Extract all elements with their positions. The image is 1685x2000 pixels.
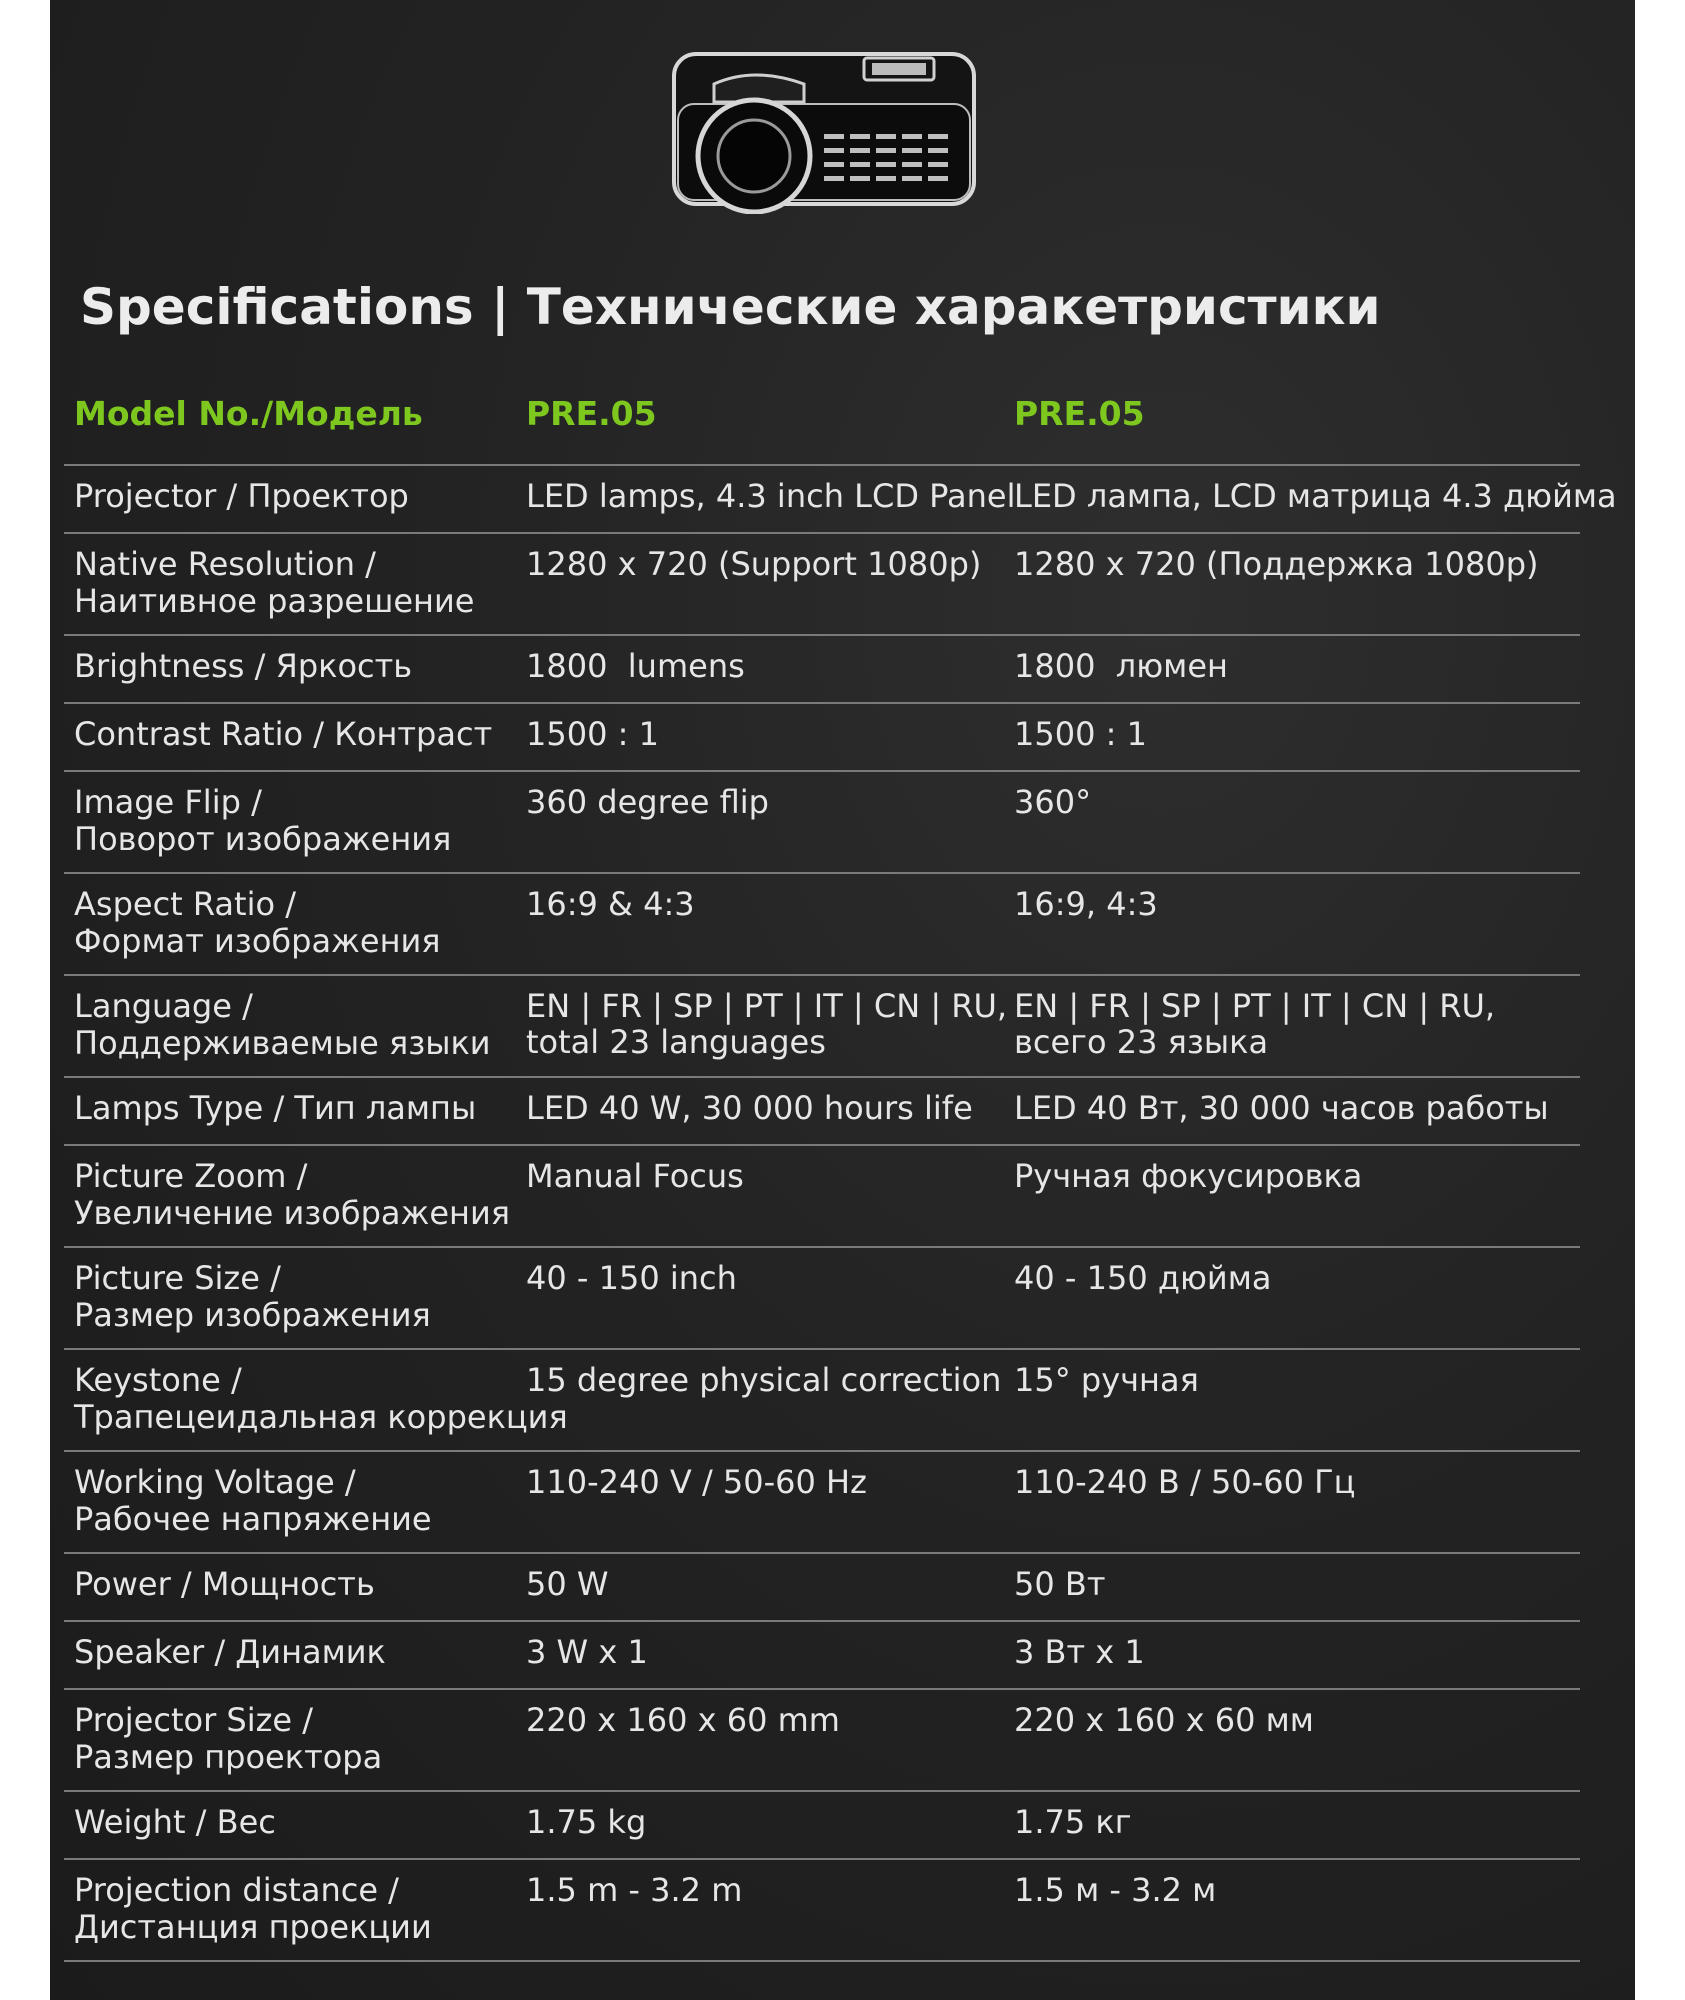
spec-value-en: 1800 lumens [526, 647, 745, 685]
table-row [64, 976, 1580, 1078]
spec-value-en: 1.75 kg [526, 1803, 647, 1841]
spec-label: Weight / Вес [74, 1803, 276, 1841]
spec-value-en: 50 W [526, 1565, 609, 1603]
spec-value-ru: 1.75 кг [1014, 1803, 1132, 1841]
model-value-en: PRE.05 [526, 394, 657, 433]
spec-label: Image Flip / Поворот изображения [74, 783, 452, 858]
table-row [64, 534, 1580, 636]
spec-value-ru: 220 x 160 x 60 мм [1014, 1701, 1314, 1739]
model-value-ru: PRE.05 [1014, 394, 1145, 433]
table-row [64, 1860, 1580, 1962]
table-row [64, 874, 1580, 976]
table-row [64, 772, 1580, 874]
spec-value-en: 360 degree flip [526, 783, 769, 821]
table-row [64, 636, 1580, 704]
spec-label: Native Resolution / Наитивное разрешение [74, 545, 475, 620]
table-row [64, 1146, 1580, 1248]
spec-label: Keystone / Трапецеидальная коррекция [74, 1361, 568, 1436]
spec-label: Brightness / Яркость [74, 647, 413, 685]
spec-value-en: 1.5 m - 3.2 m [526, 1871, 743, 1909]
spec-label: Picture Size / Размер изображения [74, 1259, 431, 1334]
spec-value-en: LED lamps, 4.3 inch LCD Panel [526, 477, 1016, 515]
table-row [64, 1350, 1580, 1452]
table-header [64, 388, 1580, 466]
spec-value-ru: EN | FR | SP | PT | IT | CN | RU, всего 23 языка [1014, 987, 1496, 1061]
spec-value-ru: 1500 : 1 [1014, 715, 1147, 753]
table-row [64, 1792, 1580, 1860]
spec-panel [50, 0, 1635, 2000]
spec-value-ru: 3 Вт x 1 [1014, 1633, 1145, 1671]
spec-value-ru: 16:9, 4:3 [1014, 885, 1158, 923]
spec-label: Projector Size / Размер проектора [74, 1701, 383, 1776]
spec-value-ru: 15° ручная [1014, 1361, 1199, 1399]
spec-value-en: 1280 x 720 (Support 1080p) [526, 545, 982, 583]
model-label: Model No./Модель [74, 394, 423, 433]
spec-label: Lamps Type / Тип лампы [74, 1089, 477, 1127]
spec-label: Speaker / Динамик [74, 1633, 386, 1671]
spec-value-ru: 50 Вт [1014, 1565, 1106, 1603]
spec-value-ru: Ручная фокусировка [1014, 1157, 1363, 1195]
spec-value-en: 40 - 150 inch [526, 1259, 737, 1297]
table-row [64, 1622, 1580, 1690]
spec-label: Language / Поддерживаемые языки [74, 987, 491, 1062]
table-row [64, 1690, 1580, 1792]
spec-value-en: EN | FR | SP | PT | IT | CN | RU, total 23 languages [526, 987, 1008, 1061]
spec-label: Contrast Ratio / Контраст [74, 715, 493, 753]
projector-illustration [664, 44, 984, 214]
spec-label: Projector / Проектор [74, 477, 409, 515]
spec-label: Working Voltage / Рабочее напряжение [74, 1463, 432, 1538]
page-title: Specifications | Технические харакетристики [80, 278, 1381, 336]
spec-value-en: 3 W x 1 [526, 1633, 648, 1671]
table-row [64, 1554, 1580, 1622]
spec-value-ru: LED 40 Вт, 30 000 часов работы [1014, 1089, 1549, 1127]
table-row [64, 1248, 1580, 1350]
spec-label: Power / Мощность [74, 1565, 375, 1603]
spec-value-en: LED 40 W, 30 000 hours life [526, 1089, 973, 1127]
spec-value-ru: 1.5 м - 3.2 м [1014, 1871, 1217, 1909]
spec-value-ru: 360° [1014, 783, 1092, 821]
spec-value-en: 110-240 V / 50-60 Hz [526, 1463, 867, 1501]
table-row [64, 1452, 1580, 1554]
spec-table [64, 388, 1617, 1962]
spec-value-en: 1500 : 1 [526, 715, 659, 753]
spec-value-ru: 1280 x 720 (Поддержка 1080p) [1014, 545, 1539, 583]
table-row [64, 704, 1580, 772]
table-row [64, 466, 1617, 534]
spec-label: Projection distance / Дистанция проекции [74, 1871, 432, 1946]
table-row [64, 1078, 1580, 1146]
spec-value-ru: 110-240 В / 50-60 Гц [1014, 1463, 1356, 1501]
spec-value-ru: LED лампа, LCD матрица 4.3 дюйма [1014, 477, 1617, 515]
spec-value-en: 220 x 160 x 60 mm [526, 1701, 840, 1739]
spec-value-ru: 40 - 150 дюйма [1014, 1259, 1272, 1297]
spec-value-en: 16:9 & 4:3 [526, 885, 695, 923]
spec-value-en: Manual Focus [526, 1157, 744, 1195]
spec-value-ru: 1800 люмен [1014, 647, 1228, 685]
spec-label: Aspect Ratio / Формат изображения [74, 885, 441, 960]
spec-value-en: 15 degree physical correction [526, 1361, 1002, 1399]
spec-label: Picture Zoom / Увеличение изображения [74, 1157, 510, 1232]
